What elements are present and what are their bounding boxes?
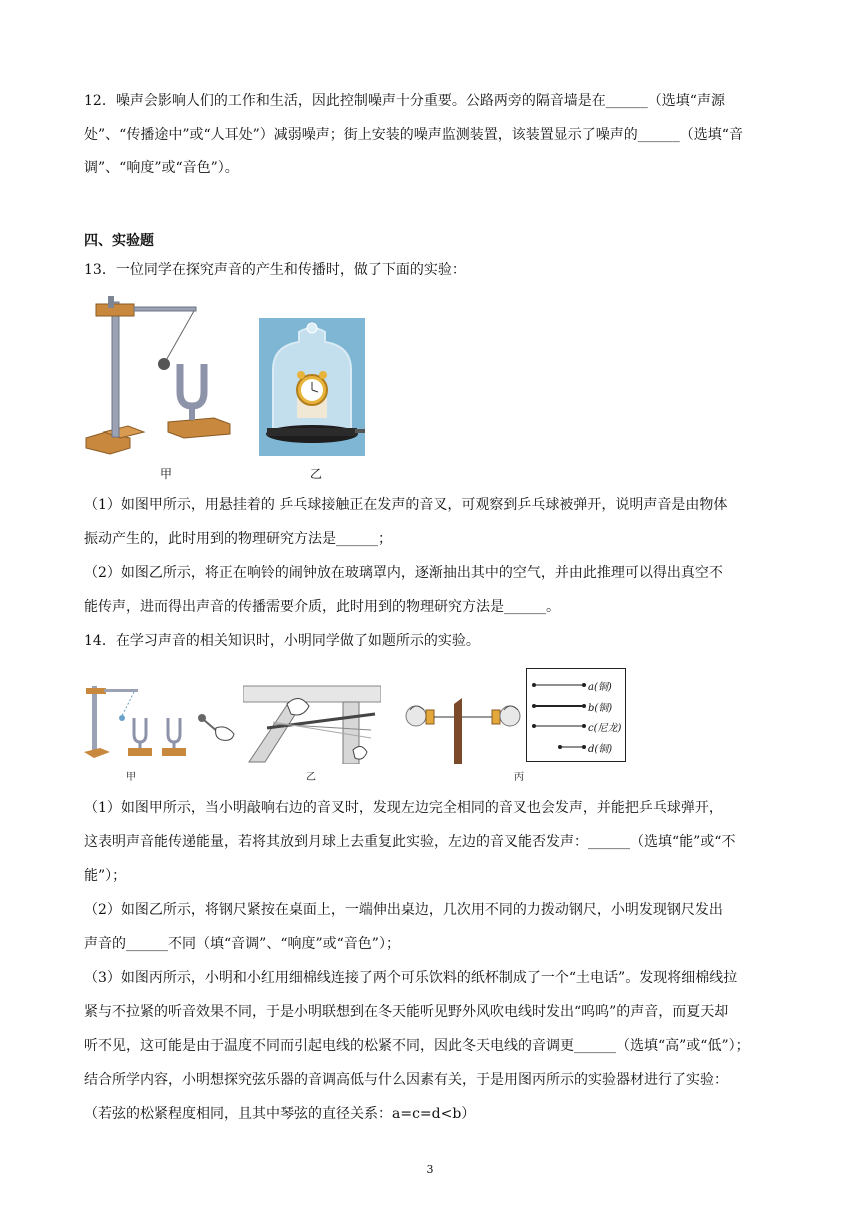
q14-p3-line2: 紧与不拉紧的听音效果不同，于是小明联想到在冬天能听见野外风吹电线时发出“呜呜”的声音，而夏天却 <box>84 1004 729 1020</box>
string-label-c: c(尼龙) <box>588 723 622 734</box>
q14-figure-bing <box>404 694 524 764</box>
q12-line3: 调”、“响度”或“音色”）。 <box>84 160 239 176</box>
q13-figure-yi <box>259 318 365 456</box>
q14-p2-line2: 声音的______不同（填“音调”、“响度”或“音色”）； <box>84 936 400 952</box>
q13-figure-jia <box>84 292 234 462</box>
q14-p3-line5: （若弦的松紧程度相同，且其中琴弦的直径关系：a=c=d<b） <box>84 1106 476 1122</box>
q14-caption-jia: 甲 <box>126 772 136 783</box>
q14-intro: 14．在学习声音的相关知识时，小明同学做了如题所示的实验。 <box>84 633 480 649</box>
q13-p1-line2: 振动产生的，此时用到的物理研究方法是______； <box>84 531 392 547</box>
page-number: 3 <box>426 1163 434 1176</box>
string-label-d: d(铜) <box>588 744 613 755</box>
q13-intro: 13．一位同学在探究声音的产生和传播时，做了下面的实验： <box>84 262 466 278</box>
q14-p3-line1: （3）如图丙所示，小明和小红用细棉线连接了两个可乐饮料的纸杯制成了一个“土电话”。发现将细棉线拉 <box>84 970 738 986</box>
q13-p1-line1: （1）如图甲所示，用悬挂着的 乒乓球接触正在发声的音叉，可观察到乒乓球被弹开，说明声音是由物体 <box>84 497 728 513</box>
q13-caption-yi: 乙 <box>310 467 323 481</box>
q12-line1: 12．噪声会影响人们的工作和生活，因此控制噪声十分重要。公路两旁的隔音墙是在______（选填“声源 <box>84 93 725 109</box>
q14-p3-line3: 听不见，这可能是由于温度不同而引起电线的松紧不同，因此冬天电线的音调更______（选填“高”或“低”）； <box>84 1038 750 1054</box>
q13-p2-line1: （2）如图乙所示，将正在响铃的闹钟放在玻璃罩内，逐渐抽出其中的空气，并由此推理可以得出真空不 <box>84 565 723 581</box>
q14-caption-bing: 丙 <box>514 772 524 783</box>
q14-p1-line2: 这表明声音能传递能量，若将其放到月球上去重复此实验，左边的音叉能否发声：______（选填“能”或“不 <box>84 834 736 850</box>
q14-caption-yi: 乙 <box>306 772 316 783</box>
q14-p1-line3: 能”）； <box>84 868 127 884</box>
q14-p2-line1: （2）如图乙所示，将钢尺紧按在桌面上，一端伸出桌边，几次用不同的力拨动钢尺，小明发现钢尺发出 <box>84 902 723 918</box>
string-label-b: b(铜) <box>588 703 613 714</box>
section-title: 四、实验题 <box>84 233 154 249</box>
q12-line2: 处”、“传播途中”或“人耳处”）减弱噪声；街上安装的噪声监测装置，该装置显示了噪声的______（选填“音 <box>84 127 743 143</box>
q13-caption-jia: 甲 <box>160 467 173 481</box>
q13-p2-line2: 能传声，进而得出声音的传播需要介质，此时用到的物理研究方法是______。 <box>84 599 560 615</box>
q14-figure-yi <box>243 684 381 764</box>
string-label-a: a(铜) <box>588 682 612 693</box>
q14-figure-jia <box>82 680 242 764</box>
q14-p3-line4: 结合所学内容，小明想探究弦乐器的音调高低与什么因素有关，于是用图丙所示的实验器材进行了实验： <box>84 1072 728 1088</box>
q14-p1-line1: （1）如图甲所示，当小明敲响右边的音叉时，发现左边完全相同的音叉也会发声，并能把乒乓球弹开， <box>84 800 723 816</box>
